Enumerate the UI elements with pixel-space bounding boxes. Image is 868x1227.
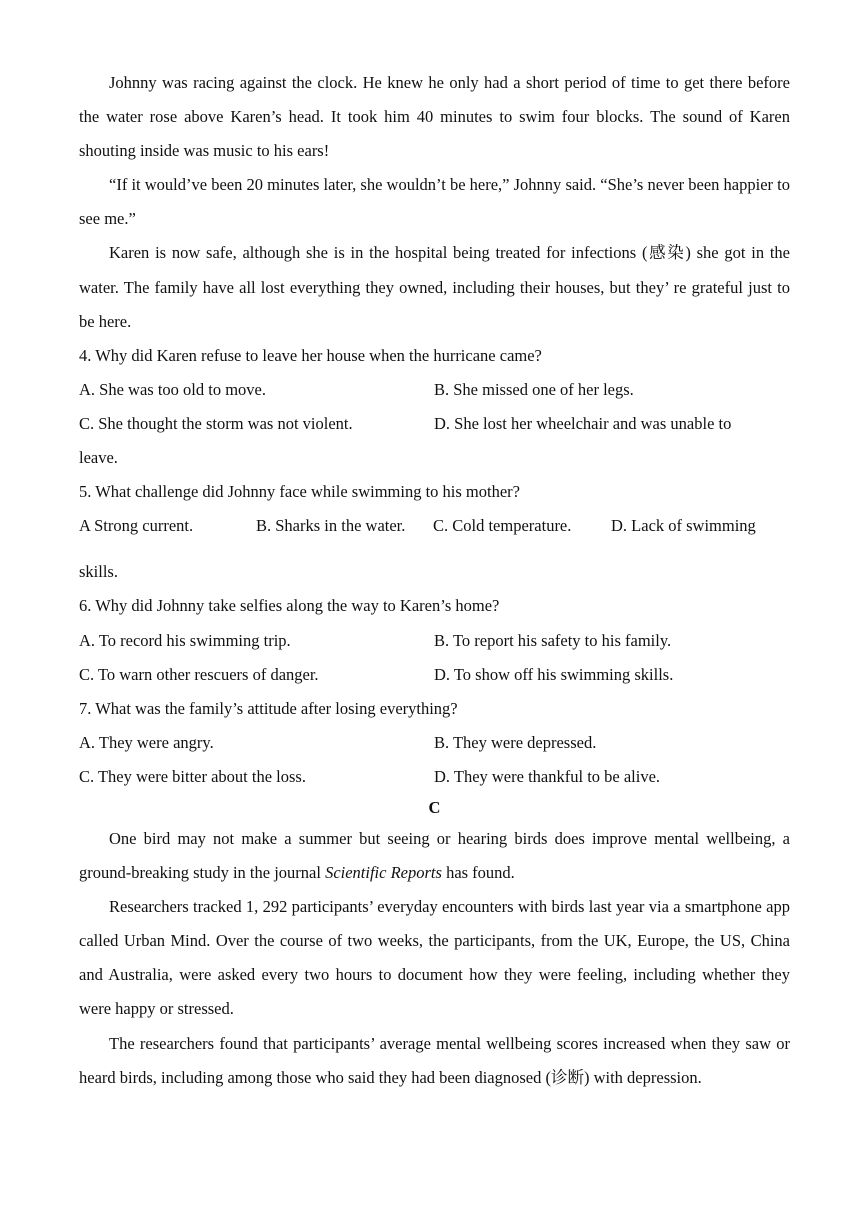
option-d: D. They were thankful to be alive.: [434, 766, 661, 786]
question-7-options-row-2: [79, 760, 790, 794]
journal-title: Scientific Reports: [325, 863, 442, 883]
option-a: A. To record his swimming trip.: [79, 630, 291, 650]
passage-paragraph: The researchers found that participants’ average mental wellbeing scores increased when they saw or heard birds, including among those who said they had been diagnosed (诊断) with depression.: [79, 1033, 790, 1087]
question-4-options-row-1: [79, 373, 790, 407]
question-6-options-row-1: [79, 624, 790, 658]
option-d: D. Lack of swimming: [611, 516, 756, 536]
passage-paragraph: “If it would’ve been 20 minutes later, she wouldn’t be here,” Johnny said. “She’s never been happier to see me.”: [79, 175, 790, 229]
option-b: B. To report his safety to his family.: [434, 630, 672, 650]
text: One bird may not make a summer but seeing or hearing birds does improve mental wellbeing, a ground-breaking study in the journal: [79, 828, 790, 883]
passage-paragraph: [79, 822, 790, 890]
section-heading: C: [428, 797, 441, 817]
option-a: A. She was too old to move.: [79, 379, 266, 399]
option-a: A. They were angry.: [79, 732, 214, 752]
option-d: D. She lost her wheelchair and was unable to: [434, 413, 732, 433]
option-b: B. Sharks in the water.: [256, 516, 406, 536]
question-4-options-row-2: [79, 407, 790, 441]
option-b: B. She missed one of her legs.: [434, 379, 634, 399]
question-7-stem: 7. What was the family’s attitude after losing everything?: [79, 698, 458, 718]
question-7-options-row-1: [79, 726, 790, 760]
spacer: [79, 543, 790, 555]
text: has found.: [441, 863, 515, 883]
question-5-options: [79, 509, 790, 543]
option-d-continuation: leave.: [79, 448, 118, 468]
option-c: C. She thought the storm was not violent.: [79, 413, 353, 433]
option-d: D. To show off his swimming skills.: [434, 664, 674, 684]
option-c: C. To warn other rescuers of danger.: [79, 664, 319, 684]
option-b: B. They were depressed.: [434, 732, 597, 752]
option-c: C. They were bitter about the loss.: [79, 766, 306, 786]
option-a: A Strong current.: [79, 516, 194, 536]
passage-paragraph: Johnny was racing against the clock. He knew he only had a short period of time to get there before the water rose above Karen’s head. It took him 40 minutes to swim four blocks. The sound of Karen shouting inside was music to his ears!: [79, 73, 790, 161]
question-5-stem: 5. What challenge did Johnny face while swimming to his mother?: [79, 482, 520, 502]
question-6-options-row-2: [79, 658, 790, 692]
document-page: [79, 66, 790, 1095]
question-6-stem: 6. Why did Johnny take selfies along the way to Karen’s home?: [79, 596, 500, 616]
passage-paragraph: Researchers tracked 1, 292 participants’ everyday encounters with birds last year via a smartphone app called Urban Mind. Over the course of two weeks, the participants, from the UK, Europe, the US, China and Australia, were asked every two hours to document how they were feeling, including whether they were happy or stressed.: [79, 897, 790, 1019]
passage-paragraph: Karen is now safe, although she is in the hospital being treated for infections (感染) she got in the water. The family have all lost everything they owned, including their houses, but they’ re grateful just to be here.: [79, 243, 790, 331]
question-4-stem: 4. Why did Karen refuse to leave her house when the hurricane came?: [79, 345, 542, 365]
option-d-continuation: skills.: [79, 562, 118, 582]
option-c: C. Cold temperature.: [433, 516, 572, 536]
